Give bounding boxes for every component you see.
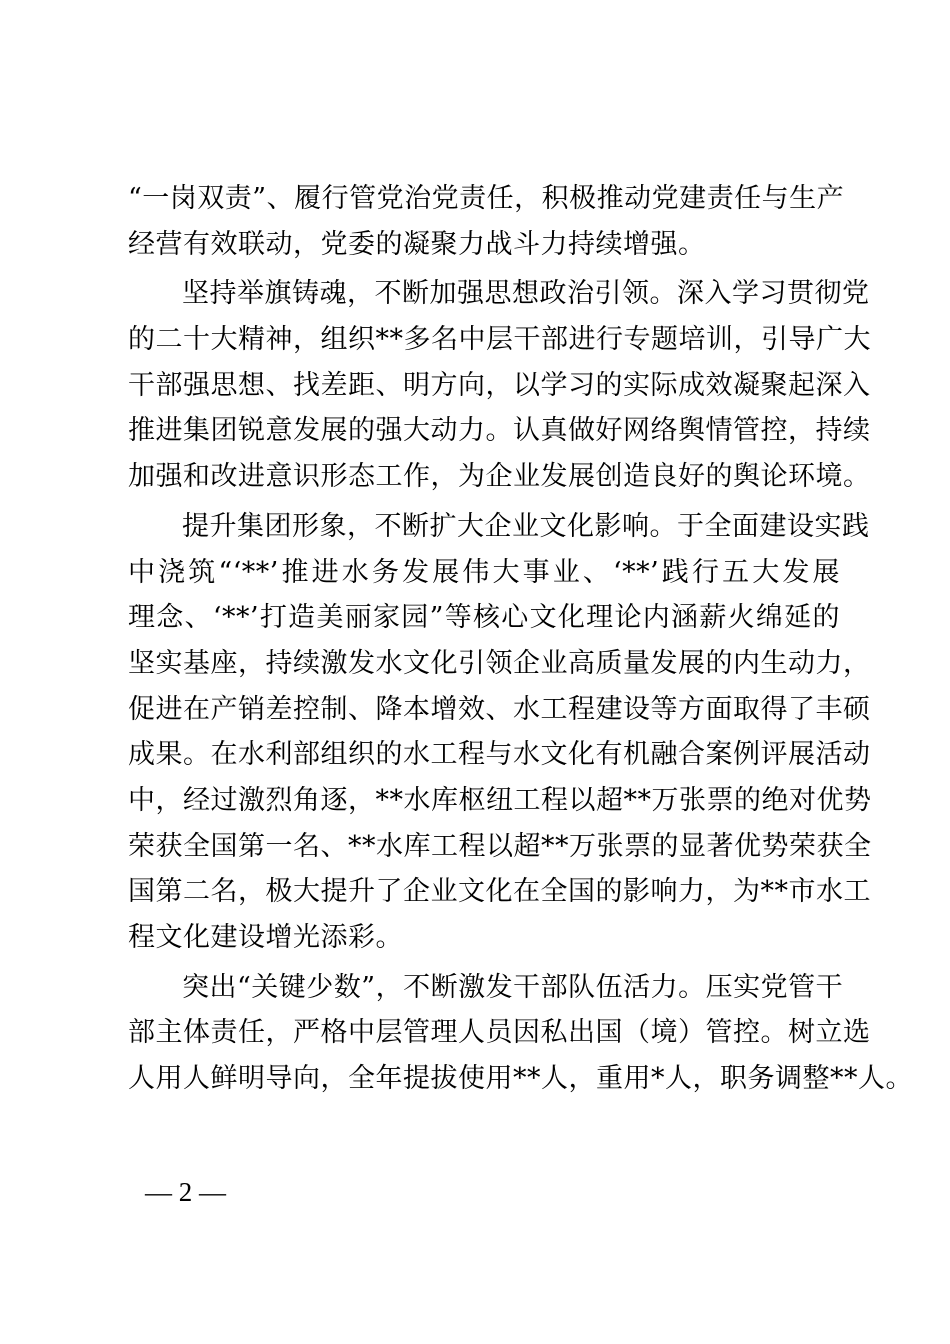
text-line: 中，经过激烈角逐，**水库枢纽工程以超**万张票的绝对优势 [128,784,872,816]
text-line: 的二十大精神，组织**多名中层干部进行专题培训，引导广大 [128,324,871,356]
text-line: 人用人鲜明导向，全年提拔使用**人，重用*人，职务调整**人。 [128,1063,913,1095]
text-line: 加强和改进意识形态工作，为企业发展创造良好的舆论环境。 [128,461,871,493]
paragraph-3 [128,504,872,961]
text-line: 经营有效联动，党委的凝聚力战斗力持续增强。 [128,228,706,260]
text-line: 坚实基座，持续激发水文化引领企业高质量发展的内生动力， [128,647,871,679]
text-line: 推进集团锐意发展的强大动力。认真做好网络舆情管控，持续 [128,415,871,447]
text-line: 提升集团形象，不断扩大企业文化影响。于全面建设实践 [182,510,870,542]
text-line: 程文化建设增光添彩。 [128,922,403,953]
document-body [128,176,913,1102]
text-line: 突出“关键少数”，不断激发干部队伍活力。压实党管干 [182,971,844,1003]
text-line: “一岗双责”、履行管党治党责任，积极推动党建责任与生产 [128,183,845,214]
text-line: 荣获全国第一名、**水库工程以超**万张票的显著优势荣获全 [128,830,872,862]
text-line: 理念、‘**’打造美丽家园”等核心文化理论内涵薪火绵延的 [128,602,840,634]
text-line: 坚持举旗铸魂，不断加强思想政治引领。深入学习贯彻党 [182,278,870,310]
text-line: 中浇筑“‘**’推进水务发展伟大事业、‘**’践行五大发展 [128,556,840,588]
paragraph-1 [128,176,845,267]
text-line: 干部强思想、找差距、明方向，以学习的实际成效凝聚起深入 [128,369,871,401]
text-line: 国第二名，极大提升了企业文化在全国的影响力，为**市水工 [128,876,871,908]
paragraph-2 [128,271,871,499]
paragraph-4 [128,965,913,1102]
text-line: 成果。在水利部组织的水工程与水文化有机融合案例评展活动 [128,739,871,771]
page-number: — 2 — [145,1177,226,1207]
text-line: 促进在产销差控制、降本增效、水工程建设等方面取得了丰硕 [128,693,871,725]
text-line: 部主体责任，严格中层管理人员因私出国（境）管控。树立选 [128,1017,871,1049]
